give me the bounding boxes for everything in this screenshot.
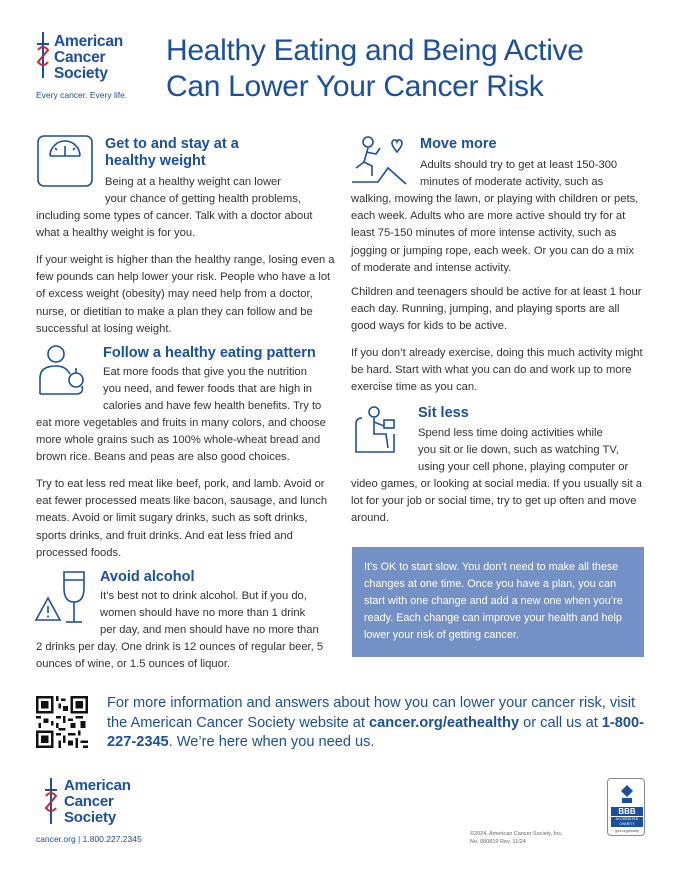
more-info — [107, 694, 647, 753]
page-title — [166, 33, 666, 105]
alcohol-p1-rest: 2 drinks per day. One drink is 12 ounces of regular beer, 5 ounces of wine, or 1.5 ounces of liquor. — [36, 641, 324, 671]
weight-p2: If your weight is higher than the healthy range, losing even a few pounds can help lower your risk. People who have a lot of excess weight (obesity) may need help from a doctor, nurse, or dietitian to make a plan they can follow and be successful at losing weight. — [36, 254, 335, 335]
eating-p1-line2: you need, and fewer foods that are high in — [103, 383, 312, 396]
person-sitting-icon — [350, 404, 406, 456]
sit-p1-rest: video games, or looking at social media. If you usually sit a lot for your job or social time, try to get up often and move around. — [351, 478, 643, 525]
weight-p1-top — [105, 174, 340, 208]
person-climbing-icon — [350, 134, 410, 186]
move-heading: Move more — [420, 136, 497, 152]
footer-org-name-line2: Cancer — [64, 793, 114, 810]
title-line1: Healthy Eating and Being Active — [166, 34, 584, 67]
person-eating-icon — [36, 344, 92, 402]
bbb-site: give.org/charity — [615, 829, 639, 833]
eating-heading: Follow a healthy eating pattern — [103, 345, 316, 361]
org-name-line3: Society — [54, 65, 108, 82]
more-info-text2: or call us at — [519, 714, 602, 731]
bbb-torch-icon — [617, 783, 637, 805]
alcohol-p1-line3: per day, and men should have no more than — [100, 624, 319, 637]
more-info-text1: For more information and answers about how you can lower your cancer risk, visit the American Cancer Society website at — [107, 695, 636, 731]
sit-heading: Sit less — [418, 405, 469, 421]
weight-p1-line1: Being at a healthy weight can lower — [105, 176, 282, 188]
move-p1-top — [420, 157, 645, 191]
alcohol-p1-line2: women should have no more than 1 drink — [100, 607, 306, 620]
sit-p1-line2: you sit or lie down, such as watching TV, — [418, 444, 619, 457]
org-name-line1: American — [54, 33, 124, 50]
move-p2: Children and teenagers should be active for at least 1 hour each day. Running, jumping, and playing sports are all good ways for kids to be active. — [351, 286, 642, 333]
footer-contact-link[interactable]: cancer.org | 1.800.227.2345 — [36, 834, 142, 844]
callout-box — [352, 547, 644, 657]
more-info-phone-link[interactable]: 1-800-227-2345 — [107, 714, 644, 750]
acs-footer-sword-icon — [42, 776, 60, 826]
footer-org-name-line3: Society — [64, 809, 116, 826]
eating-p1-line3: calories and have few health benefits. Try to — [103, 400, 322, 413]
wine-glass-warning-icon — [34, 568, 92, 628]
alcohol-heading: Avoid alcohol — [100, 569, 195, 585]
weight-p1-bottom — [36, 208, 341, 242]
weight-p1-line4: what a healthy weight is for you. — [36, 227, 196, 240]
move-p3: If you don’t already exercise, doing this much activity might be hard. Start with what you can do and work up to more exercise time as you can. — [351, 347, 643, 394]
sit-p1-top — [418, 425, 646, 477]
sit-p1-line1: Spend less time doing activities while — [418, 427, 603, 439]
weight-heading-line2: healthy weight — [105, 153, 206, 169]
bbb-accredited-badge — [607, 778, 645, 836]
bbb-label: BBB — [611, 807, 643, 816]
weight-heading — [105, 136, 335, 170]
bbb-sub-label: ACCREDITED CHARITY — [611, 817, 643, 827]
more-info-text3: . We’re here when you need us. — [168, 734, 375, 750]
title-line2: Can Lower Your Cancer Risk — [166, 70, 544, 103]
scale-icon — [36, 134, 94, 188]
acs-logo — [34, 28, 154, 108]
move-p1-line2: minutes of moderate activity, such as — [420, 176, 604, 189]
qr-code[interactable] — [36, 696, 88, 748]
weight-p1-line2: your chance of getting health problems, — [105, 193, 301, 206]
acs-sword-icon — [34, 30, 52, 80]
sit-p1-line3: using your cell phone, playing computer or — [418, 461, 629, 474]
tagline: Every cancer. Every life. — [36, 90, 128, 100]
move-p1-rest: walking, mowing the lawn, or playing with children or pets, each week. Adults who are more active should try for at least 75-150 minutes of more intense activity, such as jogging or jumping rope, each week. Or you can do a mix of moderate and intense activity. — [351, 193, 639, 274]
eating-p1-top — [103, 364, 343, 416]
copyright-line1: ©2024, American Cancer Society, Inc. — [470, 831, 563, 837]
weight-p1-line3: including some types of cancer. Talk with a doctor about — [36, 210, 313, 222]
eating-p1-line1: Eat more foods that give you the nutrition — [103, 366, 307, 378]
alcohol-p1-line1: It’s best not to drink alcohol. But if you do, — [100, 590, 307, 602]
org-name-line2: Cancer — [54, 49, 106, 66]
callout-text: It’s OK to start slow. You don’t need to make all these changes at one time. Once you have a plan, you can start with one change and add a new one when you’re ready. Each change can improve your health and help lower your risk of getting cancer. — [364, 561, 623, 641]
weight-heading-line1: Get to and stay at a — [105, 136, 239, 152]
footer-org-name-line1: American — [64, 777, 131, 794]
acs-footer-logo — [40, 776, 160, 836]
alcohol-p1-top — [100, 588, 340, 640]
copyright — [470, 830, 590, 846]
more-info-website-link[interactable]: cancer.org/eathealthy — [369, 714, 520, 731]
copyright-line2: No. 080819 Rev. 11/24 — [470, 839, 526, 845]
eating-p2: Try to eat less red meat like beef, pork, and lamb. Avoid or eat fewer processed meats like bacon, sausage, and lunch meats. Avoid or limit sugary drinks, such as soft drinks, sports drinks, and fruit drinks. And eat less fried and processed foods. — [36, 478, 328, 559]
eating-p1-rest: eat more vegetables and fruits in many colors, and choose more whole grains such as 100% whole-wheat bread and brown rice. Beans and peas are also good choices. — [36, 417, 326, 464]
move-p1-line1: Adults should try to get at least 150-300 — [420, 159, 618, 171]
